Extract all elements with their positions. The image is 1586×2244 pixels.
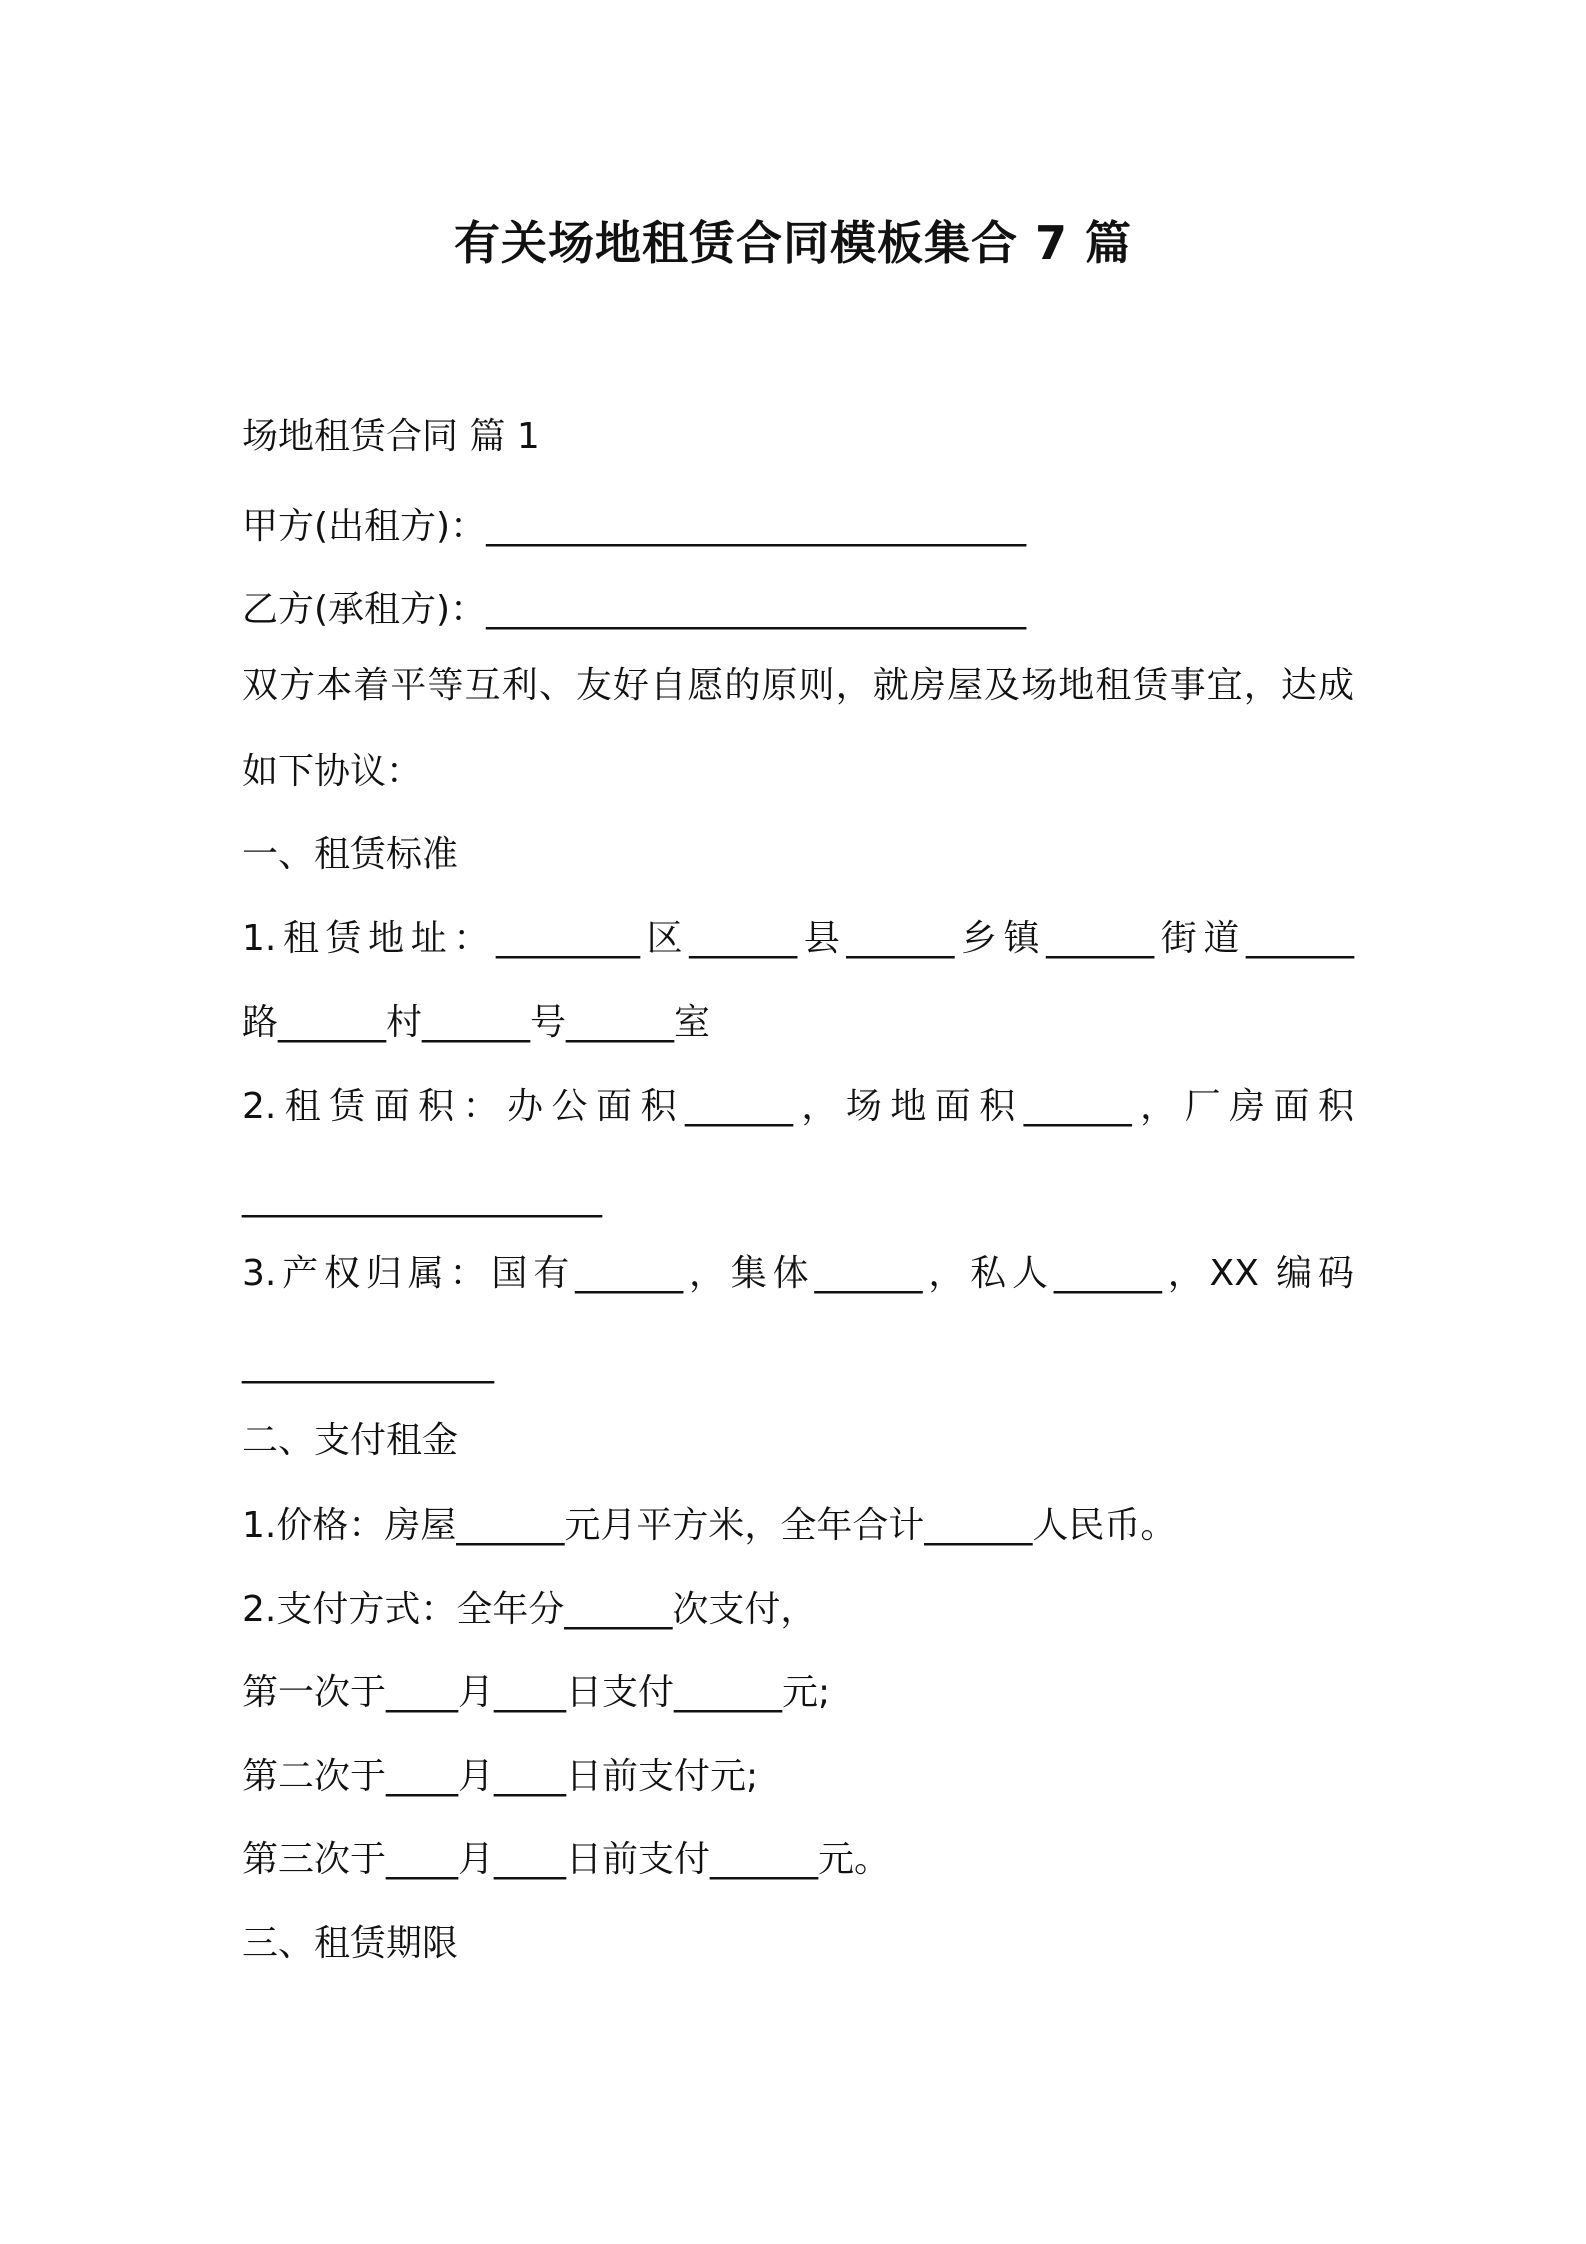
ownership-line-2: ______________ (242, 1343, 494, 1384)
clause-heading-1: 一、租赁标准 (242, 834, 459, 875)
clause-heading-2: 二、支付租金 (242, 1420, 459, 1461)
price-line: 1.价格：房屋______元月平方米，全年合计______人民币。 (242, 1505, 1177, 1546)
second-payment-line: 第二次于____月____日前支付元; (242, 1756, 759, 1797)
section-heading: 场地租赁合同 篇 1 (242, 416, 540, 457)
document-title: 有关场地租赁合同模板集合 7 篇 (453, 216, 1133, 270)
clause-heading-3: 三、租赁期限 (242, 1923, 459, 1964)
party-b-line: 乙方(承租方)：______________________________ (242, 589, 1027, 630)
party-a-line: 甲方(出租方)：______________________________ (242, 506, 1027, 547)
intro-paragraph-line-1: 双方本着平等互利、友好自愿的原则，就房屋及场地租赁事宜，达成 (242, 665, 1354, 706)
lease-address-line-1: 1.租赁地址：________区______县______乡镇______街道______ (242, 918, 1354, 959)
first-payment-line: 第一次于____月____日支付______元; (242, 1672, 831, 1713)
lease-area-line-1: 2.租赁面积：办公面积______，场地面积______，厂房面积 (242, 1086, 1354, 1127)
ownership-line-1: 3.产权归属：国有______，集体______，私人______，XX 编码 (242, 1253, 1354, 1294)
lease-address-line-2: 路______村______号______室 (242, 1002, 710, 1043)
lease-area-line-2: ____________________ (242, 1177, 602, 1218)
intro-paragraph-line-2: 如下协议： (242, 751, 423, 792)
third-payment-line: 第三次于____月____日前支付______元。 (242, 1839, 891, 1880)
payment-method-line: 2.支付方式：全年分______次支付， (242, 1589, 817, 1630)
